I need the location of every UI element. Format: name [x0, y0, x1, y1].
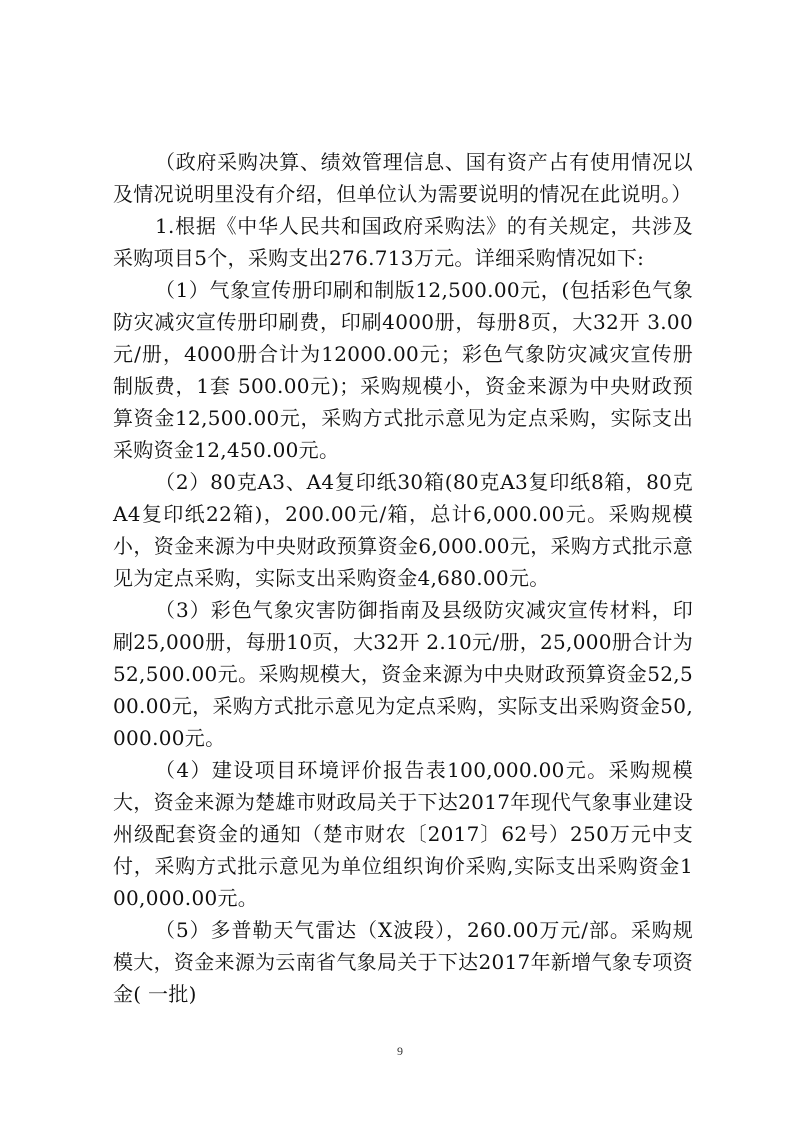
paragraph-item-5: （5）多普勒天气雷达（X波段），260.00万元/部。采购规模大，资金来源为云南省气象局关于下达2017年新增气象专项资金( 一批)	[113, 918, 693, 1006]
document-body	[113, 146, 693, 1010]
paragraph-intro-note: （政府采购决算、绩效管理信息、国有资产占有使用情况以及情况说明里没有介绍，但单位认为需要说明的情况在此说明。）	[113, 150, 693, 206]
paragraph-item-2: （2）80克A3、A4复印纸30箱(80克A3复印纸8箱，80克A4复印纸22箱)，200.00元/箱，总计6,000.00元。采购规模小，资金来源为中央财政预算资金6,000.00元，采购方式批示意见为定点采购，实际支出采购资金4,680.00元。	[113, 470, 693, 590]
paragraph-procurement-summary: 1.根据《中华人民共和国政府采购法》的有关规定，共涉及采购项目5个，采购支出276.713万元。详细采购情况如下:	[113, 214, 693, 270]
paragraph-item-4: （4）建设项目环境评价报告表100,000.00元。采购规模大，资金来源为楚雄市财政局关于下达2017年现代气象事业建设州级配套资金的通知（楚市财农〔2017〕62号）250万元中支付，采购方式批示意见为单位组织询价采购,实际支出采购资金100,000.00元。	[113, 758, 694, 910]
paragraph-item-1: （1）气象宣传册印刷和制版12,500.00元，(包括彩色气象防灾减灾宣传册印刷费，印刷4000册，每册8页，大32开 3.00元/册，4000册合计为12000.00元；彩色气象防灾减灾宣传册制版费，1套 500.00元)；采购规模小，资金来源为中央财政预算资金12,500.00元，采购方式批示意见为定点采购，实际支出采购资金12,450.00元。	[113, 278, 693, 462]
paragraph-item-3: （3）彩色气象灾害防御指南及县级防灾减灾宣传材料，印刷25,000册，每册10页，大32开 2.10元/册，25,000册合计为52,500.00元。采购规模大，资金来源为中央财政预算资金52,500.00元，采购方式批示意见为定点采购，实际支出采购资金50,000.00元。	[113, 598, 693, 750]
page-number: 9	[397, 1044, 403, 1058]
